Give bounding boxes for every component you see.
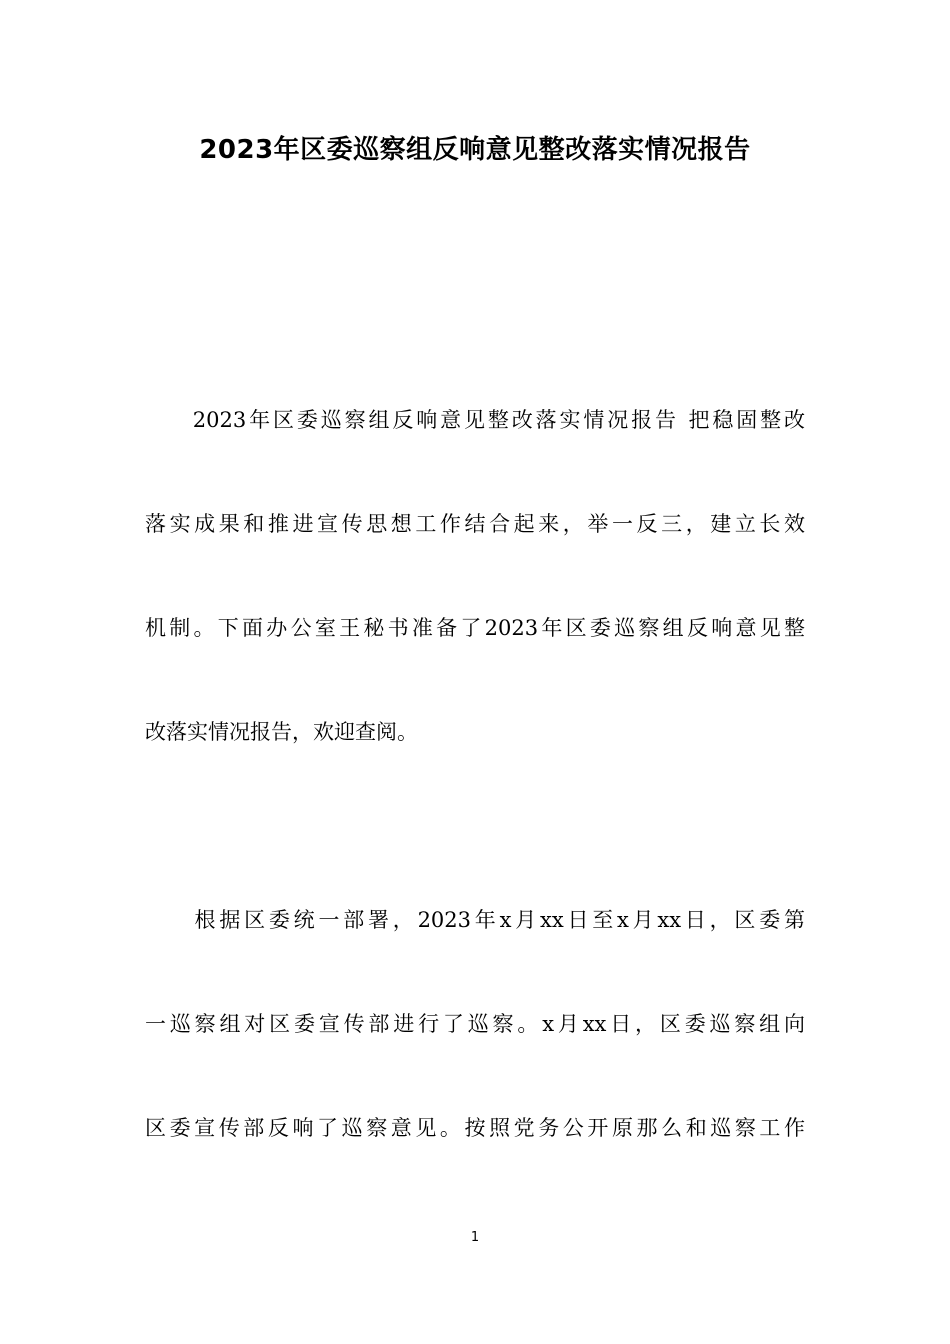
paragraph-line: 2023年区委巡察组反响意见整改落实情况报告 把稳固整改 — [145, 408, 805, 432]
document-title: 2023年区委巡察组反响意见整改落实情况报告 — [199, 135, 751, 165]
paragraph-line: 一巡察组对区委宣传部进行了巡察。x月xx日，区委巡察组向 — [145, 1012, 805, 1036]
page-number: 1 — [470, 1230, 480, 1245]
paragraph-intro — [145, 368, 805, 784]
paragraph-line: 落实成果和推进宣传思想工作结合起来，举一反三，建立长效 — [145, 512, 805, 536]
paragraph-body — [145, 868, 805, 1180]
paragraph-line: 区委宣传部反响了巡察意见。按照党务公开原那么和巡察工作 — [145, 1116, 805, 1140]
paragraph-line: 改落实情况报告，欢迎查阅。 — [145, 720, 418, 744]
paragraph-line: 根据区委统一部署，2023年x月xx日至x月xx日，区委第 — [145, 908, 805, 932]
paragraph-line: 机制。下面办公室王秘书准备了2023年区委巡察组反响意见整 — [145, 616, 805, 640]
